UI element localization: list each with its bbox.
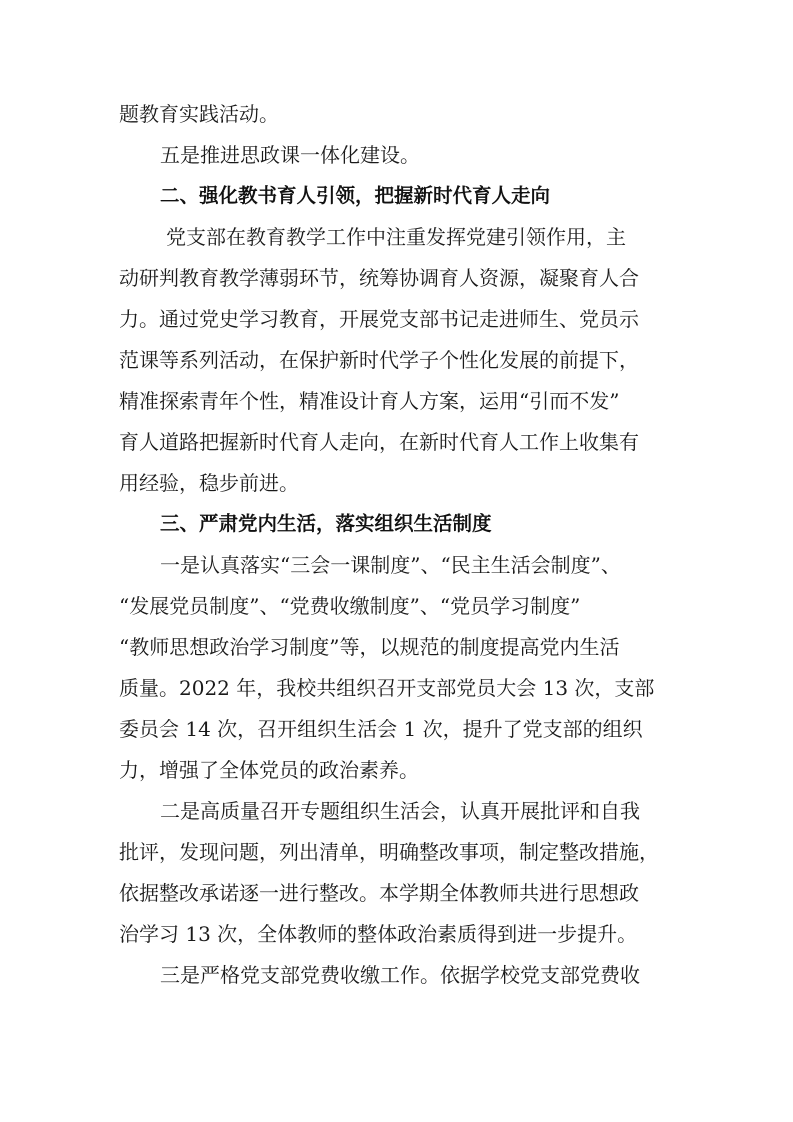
paragraph-line: 育人道路把握新时代育人走向，在新时代育人工作上收集有 — [119, 430, 639, 454]
paragraph-line: 用经验，稳步前进。 — [119, 471, 299, 495]
paragraph-line: 题教育实践活动。 — [119, 102, 279, 126]
paragraph-line: 党支部在教育教学工作中注重发挥党建引领作用，主 — [166, 225, 626, 249]
paragraph-line: 一是认真落实“三会一课制度”、“民主生活会制度”、 — [160, 553, 621, 577]
paragraph-line: 动研判教育教学薄弱环节，统筹协调育人资源，凝聚育人合 — [119, 266, 639, 290]
paragraph-line: 质量。2022 年，我校共组织召开支部党员大会 13 次，支部 — [119, 676, 655, 700]
paragraph-line: 范课等系列活动，在保护新时代学子个性化发展的前提下， — [119, 348, 639, 372]
paragraph-line: 二是高质量召开专题组织生活会，认真开展批评和自我 — [160, 799, 640, 823]
paragraph-line: 力。通过党史学习教育，开展党支部书记走进师生、党员示 — [119, 307, 639, 331]
paragraph-line: “发展党员制度”、“党费收缴制度”、“党员学习制度” — [119, 594, 581, 618]
section-heading-3: 三、严肃党内生活，落实组织生活制度 — [160, 512, 492, 535]
paragraph-line: “教师思想政治学习制度”等，以规范的制度提高党内生活 — [119, 635, 620, 659]
paragraph-line: 五是推进思政课一体化建设。 — [160, 143, 420, 167]
paragraph-line: 依据整改承诺逐一进行整改。本学期全体教师共进行思想政 — [119, 881, 639, 905]
paragraph-line: 力，增强了全体党员的政治素养。 — [119, 758, 419, 782]
section-heading-2: 二、强化教书育人引领，把握新时代育人走向 — [160, 184, 551, 207]
paragraph-line: 批评，发现问题，列出清单，明确整改事项，制定整改措施， — [119, 840, 659, 864]
paragraph-line: 三是严格党支部党费收缴工作。依据学校党支部党费收 — [160, 963, 640, 987]
paragraph-line: 精准探索青年个性，精准设计育人方案，运用“引而不发” — [119, 389, 620, 413]
paragraph-line: 委员会 14 次，召开组织生活会 1 次，提升了党支部的组织 — [119, 717, 643, 741]
paragraph-line: 治学习 13 次，全体教师的整体政治素质得到进一步提升。 — [119, 922, 638, 946]
